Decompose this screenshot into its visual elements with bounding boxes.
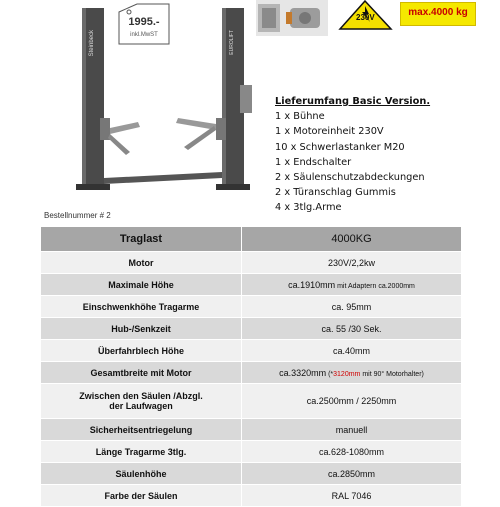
scope-item: 2 x Säulenschutzabdeckungen — [275, 172, 425, 184]
spec-label: Einschwenkhöhe Tragarme — [41, 296, 242, 318]
spec-label: Säulenhöhe — [41, 463, 242, 485]
voltage-label: 230V — [356, 13, 375, 22]
left-arm — [110, 122, 140, 134]
spec-label-line: Zwischen den Säulen /Abzgl. — [79, 391, 203, 401]
right-arm — [176, 118, 216, 130]
spec-value: ca. 95mm — [242, 296, 462, 318]
scope-item: 1 x Endschalter — [275, 156, 352, 168]
spec-value: ca.2500mm / 2250mm — [242, 384, 462, 419]
header-value: 4000KG — [242, 227, 462, 252]
spec-value: ca.628-1080mm — [242, 441, 462, 463]
max-load-badge — [400, 2, 476, 26]
column-brand-2: EUROLIFT — [229, 30, 235, 55]
column-brand: Steinbeck — [89, 30, 95, 57]
spec-value: ca.2850mm — [242, 463, 462, 485]
spec-label: Maximale Höhe — [41, 274, 242, 296]
table-row — [41, 296, 462, 318]
scope-item: 1 x Motoreinheit 230V — [275, 126, 384, 138]
table-row — [41, 362, 462, 384]
table-row — [41, 419, 462, 441]
spec-value-main: ca.1910mm — [288, 279, 336, 290]
specs-table — [40, 226, 462, 507]
price-tag — [115, 2, 173, 46]
table-row — [41, 252, 462, 274]
voltage-warning — [338, 0, 393, 30]
spec-value-close: mit 90° Motorhalter) — [360, 370, 424, 378]
scope-title: Lieferumfang Basic Version. — [275, 96, 431, 107]
spec-label: Überfahrblech Höhe — [41, 340, 242, 362]
spec-value-open: (* — [326, 370, 334, 378]
price-tax-note: inkl.MwST — [130, 32, 158, 38]
table-row — [41, 485, 462, 507]
scope-of-delivery — [275, 94, 430, 216]
spec-label-line: der Laufwagen — [109, 401, 173, 411]
spec-value-red: 3120mm — [333, 370, 361, 378]
spec-label: Farbe der Säulen — [41, 485, 242, 507]
scope-item: 2 x Türanschlag Gummis — [275, 187, 396, 199]
spec-value-note: mit Adaptern ca.2000mm — [335, 282, 415, 290]
max-load-text: max.4000 kg — [408, 7, 468, 18]
table-row — [41, 384, 462, 419]
spec-value-main: ca.3320mm — [279, 367, 327, 378]
spec-label: Motor — [41, 252, 242, 274]
spec-value: RAL 7046 — [242, 485, 462, 507]
header-label: Traglast — [41, 227, 242, 252]
table-row — [41, 441, 462, 463]
motor-photo — [256, 0, 328, 36]
table-row — [41, 463, 462, 485]
table-header-row — [41, 227, 462, 252]
order-number: Bestellnummer # 2 — [44, 211, 111, 220]
spec-value: 230V/2,2kw — [242, 252, 462, 274]
table-row — [41, 274, 462, 296]
spec-value — [242, 274, 462, 296]
motor-unit — [240, 85, 252, 113]
scope-item: 10 x Schwerlastanker M20 — [275, 141, 405, 153]
scope-item: 4 x 3tlg.Arme — [275, 202, 342, 214]
spec-value: manuell — [242, 419, 462, 441]
spec-label: Sicherheitsentriegelung — [41, 419, 242, 441]
spec-label: Länge Tragarme 3tlg. — [41, 441, 242, 463]
table-row — [41, 340, 462, 362]
spec-value: ca. 55 /30 Sek. — [242, 318, 462, 340]
price-value: 1995.- — [128, 16, 160, 28]
scope-item: 1 x Bühne — [275, 111, 325, 123]
spec-label — [41, 384, 242, 419]
spec-value — [242, 362, 462, 384]
spec-label: Hub-/Senkzeit — [41, 318, 242, 340]
table-row — [41, 318, 462, 340]
spec-label: Gesamtbreite mit Motor — [41, 362, 242, 384]
spec-value: ca.40mm — [242, 340, 462, 362]
